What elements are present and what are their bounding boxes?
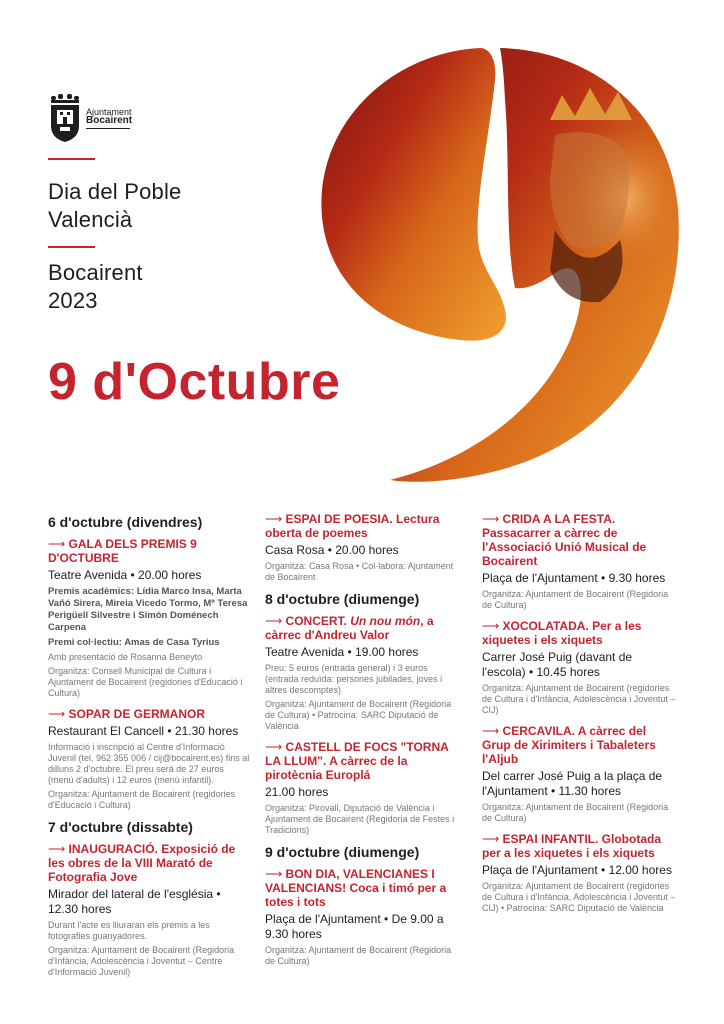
- arrow-right-icon: ⟶: [48, 707, 69, 721]
- event-title: [48, 842, 250, 884]
- event-title: [482, 619, 678, 647]
- arrow-right-icon: ⟶: [482, 512, 503, 526]
- event-organizer: Organitza: Ajuntament de Bocairent (Regidoria de Cultura): [482, 802, 669, 823]
- event-organizer: Organitza: Ajuntament de Bocairent (regidories d'Educació i Cultura): [48, 789, 236, 810]
- event-item: [482, 512, 678, 611]
- event-organizer: Organitza: Ajuntament de Bocairent (regidories de Cultura i d'Infància, Adolescència i Joventut – CIJ): [482, 683, 676, 715]
- event-place-time: Carrer José Puig (davant de l'escola) • 10.45 hores: [482, 650, 633, 679]
- arrow-right-icon: ⟶: [265, 867, 286, 881]
- event-organizer: Organitza: Ajuntament de Bocairent (Regidoria d'Infància, Adolescència i Joventut – Centre d'Informació Juvenil): [48, 945, 235, 977]
- program-column-1: [48, 512, 250, 986]
- event-item: [48, 842, 250, 978]
- arrow-right-icon: ⟶: [482, 724, 503, 738]
- event-item: [482, 724, 678, 824]
- arrow-right-icon: ⟶: [265, 512, 286, 526]
- event-note: Durant l'acte es lliuraran els premis a les fotografies guanyadores.: [48, 920, 210, 941]
- arrow-right-icon: ⟶: [265, 614, 286, 628]
- event-place-time: Casa Rosa • 20.00 hores: [265, 543, 399, 557]
- event-title-text: GALA DELS PREMIS 9 D'OCTUBRE: [48, 537, 197, 565]
- event-item: [482, 832, 678, 914]
- day-heading: 6 d'octubre (divendres): [48, 514, 203, 530]
- event-organizer: Organitza: Ajuntament de Bocairent (Regidoria de Cultura): [265, 945, 452, 966]
- event-title-italic: Un nou món: [350, 614, 421, 628]
- event-organizer: Organitza: Casa Rosa • Col·labora: Ajuntament de Bocairent: [265, 561, 454, 582]
- logo-line-1: Ajuntament: [86, 107, 132, 117]
- arrow-right-icon: ⟶: [48, 842, 69, 856]
- event-title-text: SOPAR DE GERMANOR: [68, 707, 205, 721]
- event-title-text: BON DIA, VALENCIANES I VALENCIANS! Coca i timó per a totes i tots: [265, 867, 447, 909]
- event-place-time: Teatre Avenida • 19.00 hores: [265, 645, 419, 659]
- event-item: [265, 512, 461, 583]
- event-title: [48, 537, 250, 565]
- arrow-right-icon: ⟶: [48, 537, 69, 551]
- event-title-text: , a càrrec d'Andreu Valor: [265, 614, 434, 642]
- main-date-title: 9 d'Octubre: [48, 353, 341, 411]
- event-place-time: Del carrer José Puig a la plaça de l'Ajuntament • 11.30 hores: [482, 769, 663, 798]
- event-place-time: Restaurant El Cancell • 21.30 hores: [48, 724, 239, 738]
- event-item: [265, 867, 461, 967]
- event-organizer: Organitza: Consell Municipal de Cultura i Ajuntament de Bocairent (regidories d'Educació i Cultura): [48, 666, 243, 698]
- event-item: [265, 614, 461, 732]
- year: 2023: [48, 288, 98, 313]
- event-place-time: Plaça de l'Ajuntament • 9.30 hores: [482, 571, 666, 585]
- event-title-text: CRIDA A LA FESTA. Passacarrer a càrrec de l'Associació Unió Musical de Bocairent: [482, 512, 647, 568]
- event-awards: Premis acadèmics: Lídia Marco Insa, Marta Vañó Sirera, Mireia Vicedo Tormo, Mª Teresa Perigüell Silvestre i Simón Doménech Carpena: [48, 586, 248, 633]
- event-title: [482, 724, 678, 766]
- divider: [48, 246, 95, 248]
- event-note: Informació i inscripció al Centre d'Informació Juvenil (tel. 962 355 006 / cij@bocairent.es) fins al dilluns 2 d'octubre. El preu serà de 27 euros (menú d'adults) i 12 euros (menú infantil).: [48, 742, 250, 785]
- arrow-right-icon: ⟶: [482, 832, 503, 846]
- event-title: [265, 867, 461, 909]
- logo-line-2: Bocairent: [86, 115, 133, 126]
- arrow-right-icon: ⟶: [265, 740, 286, 754]
- event-item: [48, 537, 250, 699]
- event-organizer: Organitza: Ajuntament de Bocairent (regidories de Cultura i d'Infància, Adolescència i Joventut – CIJ) • Patrocina: SARC Diputació de València: [482, 881, 676, 913]
- day-heading: 9 d'octubre (diumenge): [265, 844, 420, 860]
- event-title-text: INAUGURACIÓ. Exposició de les obres de la VIII Marató de Fotografia Jove: [48, 842, 236, 884]
- event-title-text: ESPAI INFANTIL. Globotada per a les xiquetes i els xiquets: [482, 832, 661, 860]
- event-place-time: 21.00 hores: [265, 785, 329, 799]
- town-name: Bocairent: [48, 260, 143, 285]
- arrow-right-icon: ⟶: [482, 619, 503, 633]
- day-heading: 7 d'octubre (dissabte): [48, 819, 193, 835]
- event-title: [482, 832, 678, 860]
- day-heading: 8 d'octubre (diumenge): [265, 591, 420, 607]
- event-place-time: Plaça de l'Ajuntament • De 9.00 a 9.30 hores: [265, 912, 444, 941]
- event-title-text: CASTELL DE FOCS "TORNA LA LLUM". A càrrec de la pirotècnia Europlá: [265, 740, 449, 782]
- municipal-logo: [48, 94, 138, 144]
- event-title-text: XOCOLATADA. Per a les xiquetes i els xiquets: [482, 619, 642, 647]
- event-place-time: Teatre Avenida • 20.00 hores: [48, 568, 202, 582]
- event-title-text: CERCAVILA. A càrrec del Grup de Xirimiters i Tabaleters l'Aljub: [482, 724, 656, 766]
- nine-artwork-image: [300, 40, 690, 490]
- event-name-line-2: Valencià: [48, 207, 133, 232]
- event-place-time: Plaça de l'Ajuntament • 12.00 hores: [482, 863, 672, 877]
- event-item: [48, 707, 250, 811]
- event-title-text: ESPAI DE POESIA. Lectura oberta de poemes: [265, 512, 440, 540]
- event-name-line-1: Dia del Poble: [48, 179, 182, 204]
- program-column-3: [482, 512, 678, 922]
- logo-underline: [86, 128, 130, 129]
- event-organizer: Organitza: Ajuntament de Bocairent (Regidoria de Cultura) • Patrocina: SARC Diputació de València: [265, 699, 452, 731]
- event-organizer: Organitza: Pirovall, Diputació de València i Ajuntament de Bocairent (Regidoria de Festes i Tradicions): [265, 803, 455, 835]
- divider: [48, 158, 95, 160]
- event-title: [265, 740, 461, 782]
- event-organizer: Organitza: Ajuntament de Bocairent (Regidoria de Cultura): [482, 589, 669, 610]
- event-item: [482, 619, 678, 716]
- event-item: [265, 740, 461, 836]
- event-title: [482, 512, 678, 568]
- event-place-time: Mirador del lateral de l'església • 12.30 hores: [48, 887, 221, 916]
- event-award-collective: Premi col·lectiu: Amas de Casa Tyrius: [48, 637, 220, 648]
- event-title: [265, 614, 461, 642]
- program-column-2: [265, 512, 461, 975]
- event-title: [48, 707, 250, 721]
- event-title: [265, 512, 461, 540]
- event-price: Preu: 5 euros (entrada general) i 3 euros (entrada reduïda: persones jubilades, joves i altres descomptes): [265, 663, 443, 695]
- crest-icon: [48, 94, 82, 144]
- event-title-text: CONCERT.: [285, 614, 351, 628]
- event-note: Amb presentació de Rosanna Beneyto: [48, 652, 203, 662]
